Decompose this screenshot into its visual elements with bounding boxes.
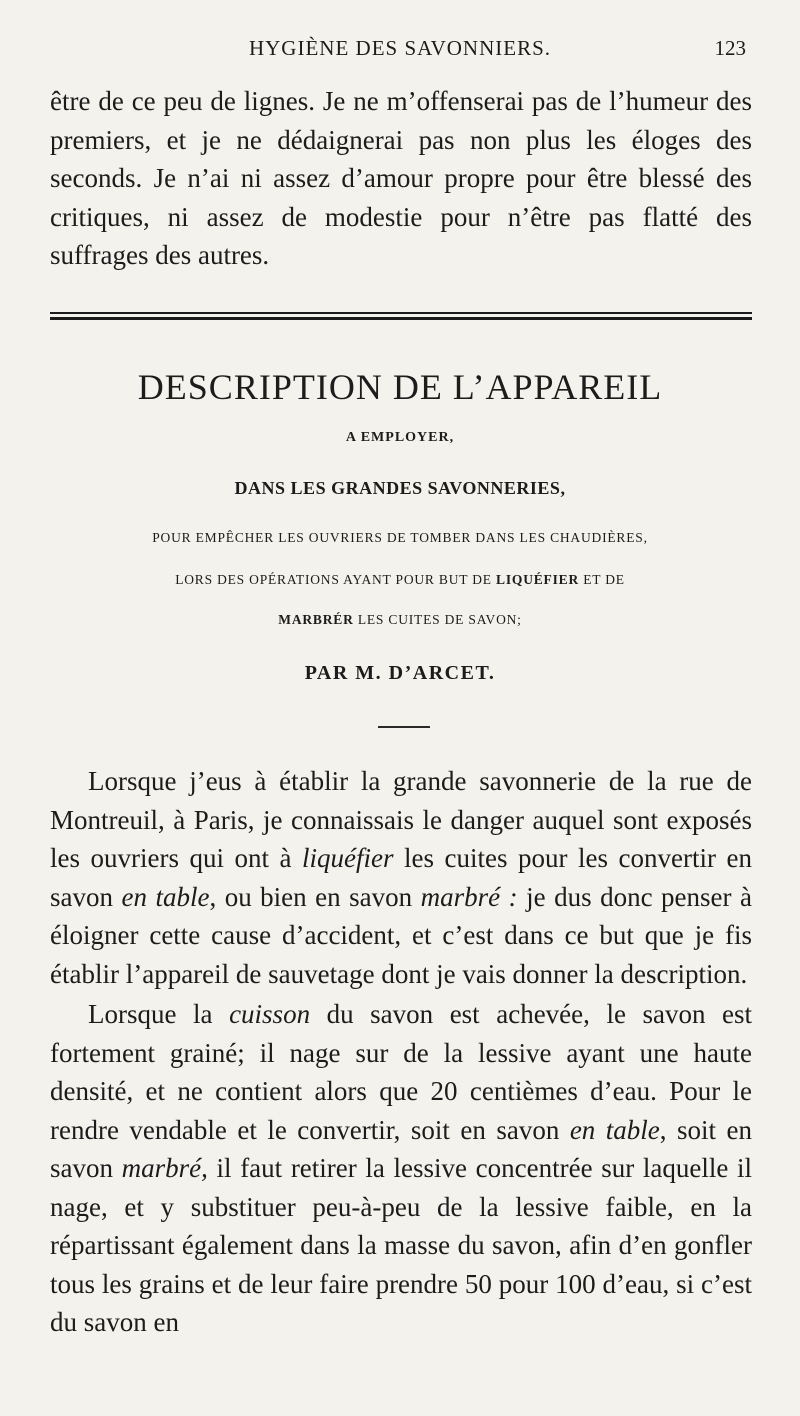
running-title: HYGIÈNE DES SAVONNIERS. xyxy=(248,36,552,60)
p2-text-d: il faut retirer la lessive concentrée sur laquelle il nage, et y substituer peu-à-peu de la lessive faible, en la répartissant également dans la masse du savon, afin d’en gonfler tous les grains et de leur faire prendre 50 pour 100 d’eau, si c’est du savon en xyxy=(50,1153,752,1337)
section-separator-rule xyxy=(50,312,752,320)
subtitle-4-pre: LORS DES OPÉRATIONS AYANT POUR BUT DE xyxy=(175,572,492,587)
subtitle-4-bold: LIQUÉFIER xyxy=(496,572,579,587)
article-subtitle-4 xyxy=(40,572,760,588)
article-author: PAR M. D’ARCET. xyxy=(304,662,496,684)
p2-text-c: , soit en savon xyxy=(50,1114,752,1183)
running-head xyxy=(48,36,752,70)
preceding-paragraph xyxy=(50,82,752,275)
p2-italic-3: marbré, xyxy=(121,1153,208,1183)
subtitle-5-bold: MARBRÉR xyxy=(278,612,354,627)
p2-italic-1: cuisson xyxy=(229,999,311,1029)
page-number: 123 xyxy=(714,36,746,60)
p1-italic-3: marbré : xyxy=(420,881,518,912)
article-subtitle-3: POUR EMPÊCHER LES OUVRIERS DE TOMBER DANS LES CHAUDIÈRES, xyxy=(152,530,648,545)
article-subtitle-1: A EMPLOYER, xyxy=(345,430,455,445)
p2-italic-2: en table xyxy=(569,1114,660,1145)
article-subtitle-5 xyxy=(40,612,760,628)
body-paragraph-2 xyxy=(50,995,752,1342)
p1-italic-2: en table xyxy=(121,881,210,912)
preceding-paragraph-text: être de ce peu de lignes. Je ne m’offenserai pas de l’humeur des premiers, et je ne dédaignerai pas non plus les éloges des seconds. Je n’ai ni assez d’amour propre pour être blessé des critiques, ni assez de modestie pour n’être pas flatté des suffrages des autres. xyxy=(50,86,752,270)
p1-text-d: je dus donc penser à éloigner cette cause d’accident, et c’est dans ce but que je fis établir l’appareil de sauvetage dont je vais donner la description. xyxy=(50,881,752,989)
article-title: DESCRIPTION DE L’APPAREIL xyxy=(137,367,663,407)
subtitle-5-post: LES CUITES DE SAVON; xyxy=(357,612,522,627)
p2-text-a: Lorsque la xyxy=(88,999,230,1029)
p2-text-b: du savon est achevée, le savon est fortement grainé; il nage sur de la lessive ayant une haute densité, et ne contient alors que 20 centièmes d’eau. Pour le rendre vendable et le convertir, soit en savon xyxy=(50,999,753,1145)
p1-text-b: les cuites pour les convertir en savon xyxy=(50,843,752,912)
short-separator-rule xyxy=(378,726,430,728)
p1-text-c: , ou bien en savon xyxy=(209,881,421,912)
subtitle-4-post: ET DE xyxy=(583,572,625,587)
p1-italic-1: liquéfier xyxy=(302,843,394,873)
p1-text-a: Lorsque j’eus à établir la grande savonnerie de la rue de Montreuil, à Paris, je connaissais le danger auquel sont exposés les ouvriers qui ont à xyxy=(50,766,752,873)
article-subtitle-2: DANS LES GRANDES SAVONNERIES, xyxy=(234,478,566,498)
body-paragraph-1 xyxy=(50,762,752,993)
article-body xyxy=(50,762,752,1342)
